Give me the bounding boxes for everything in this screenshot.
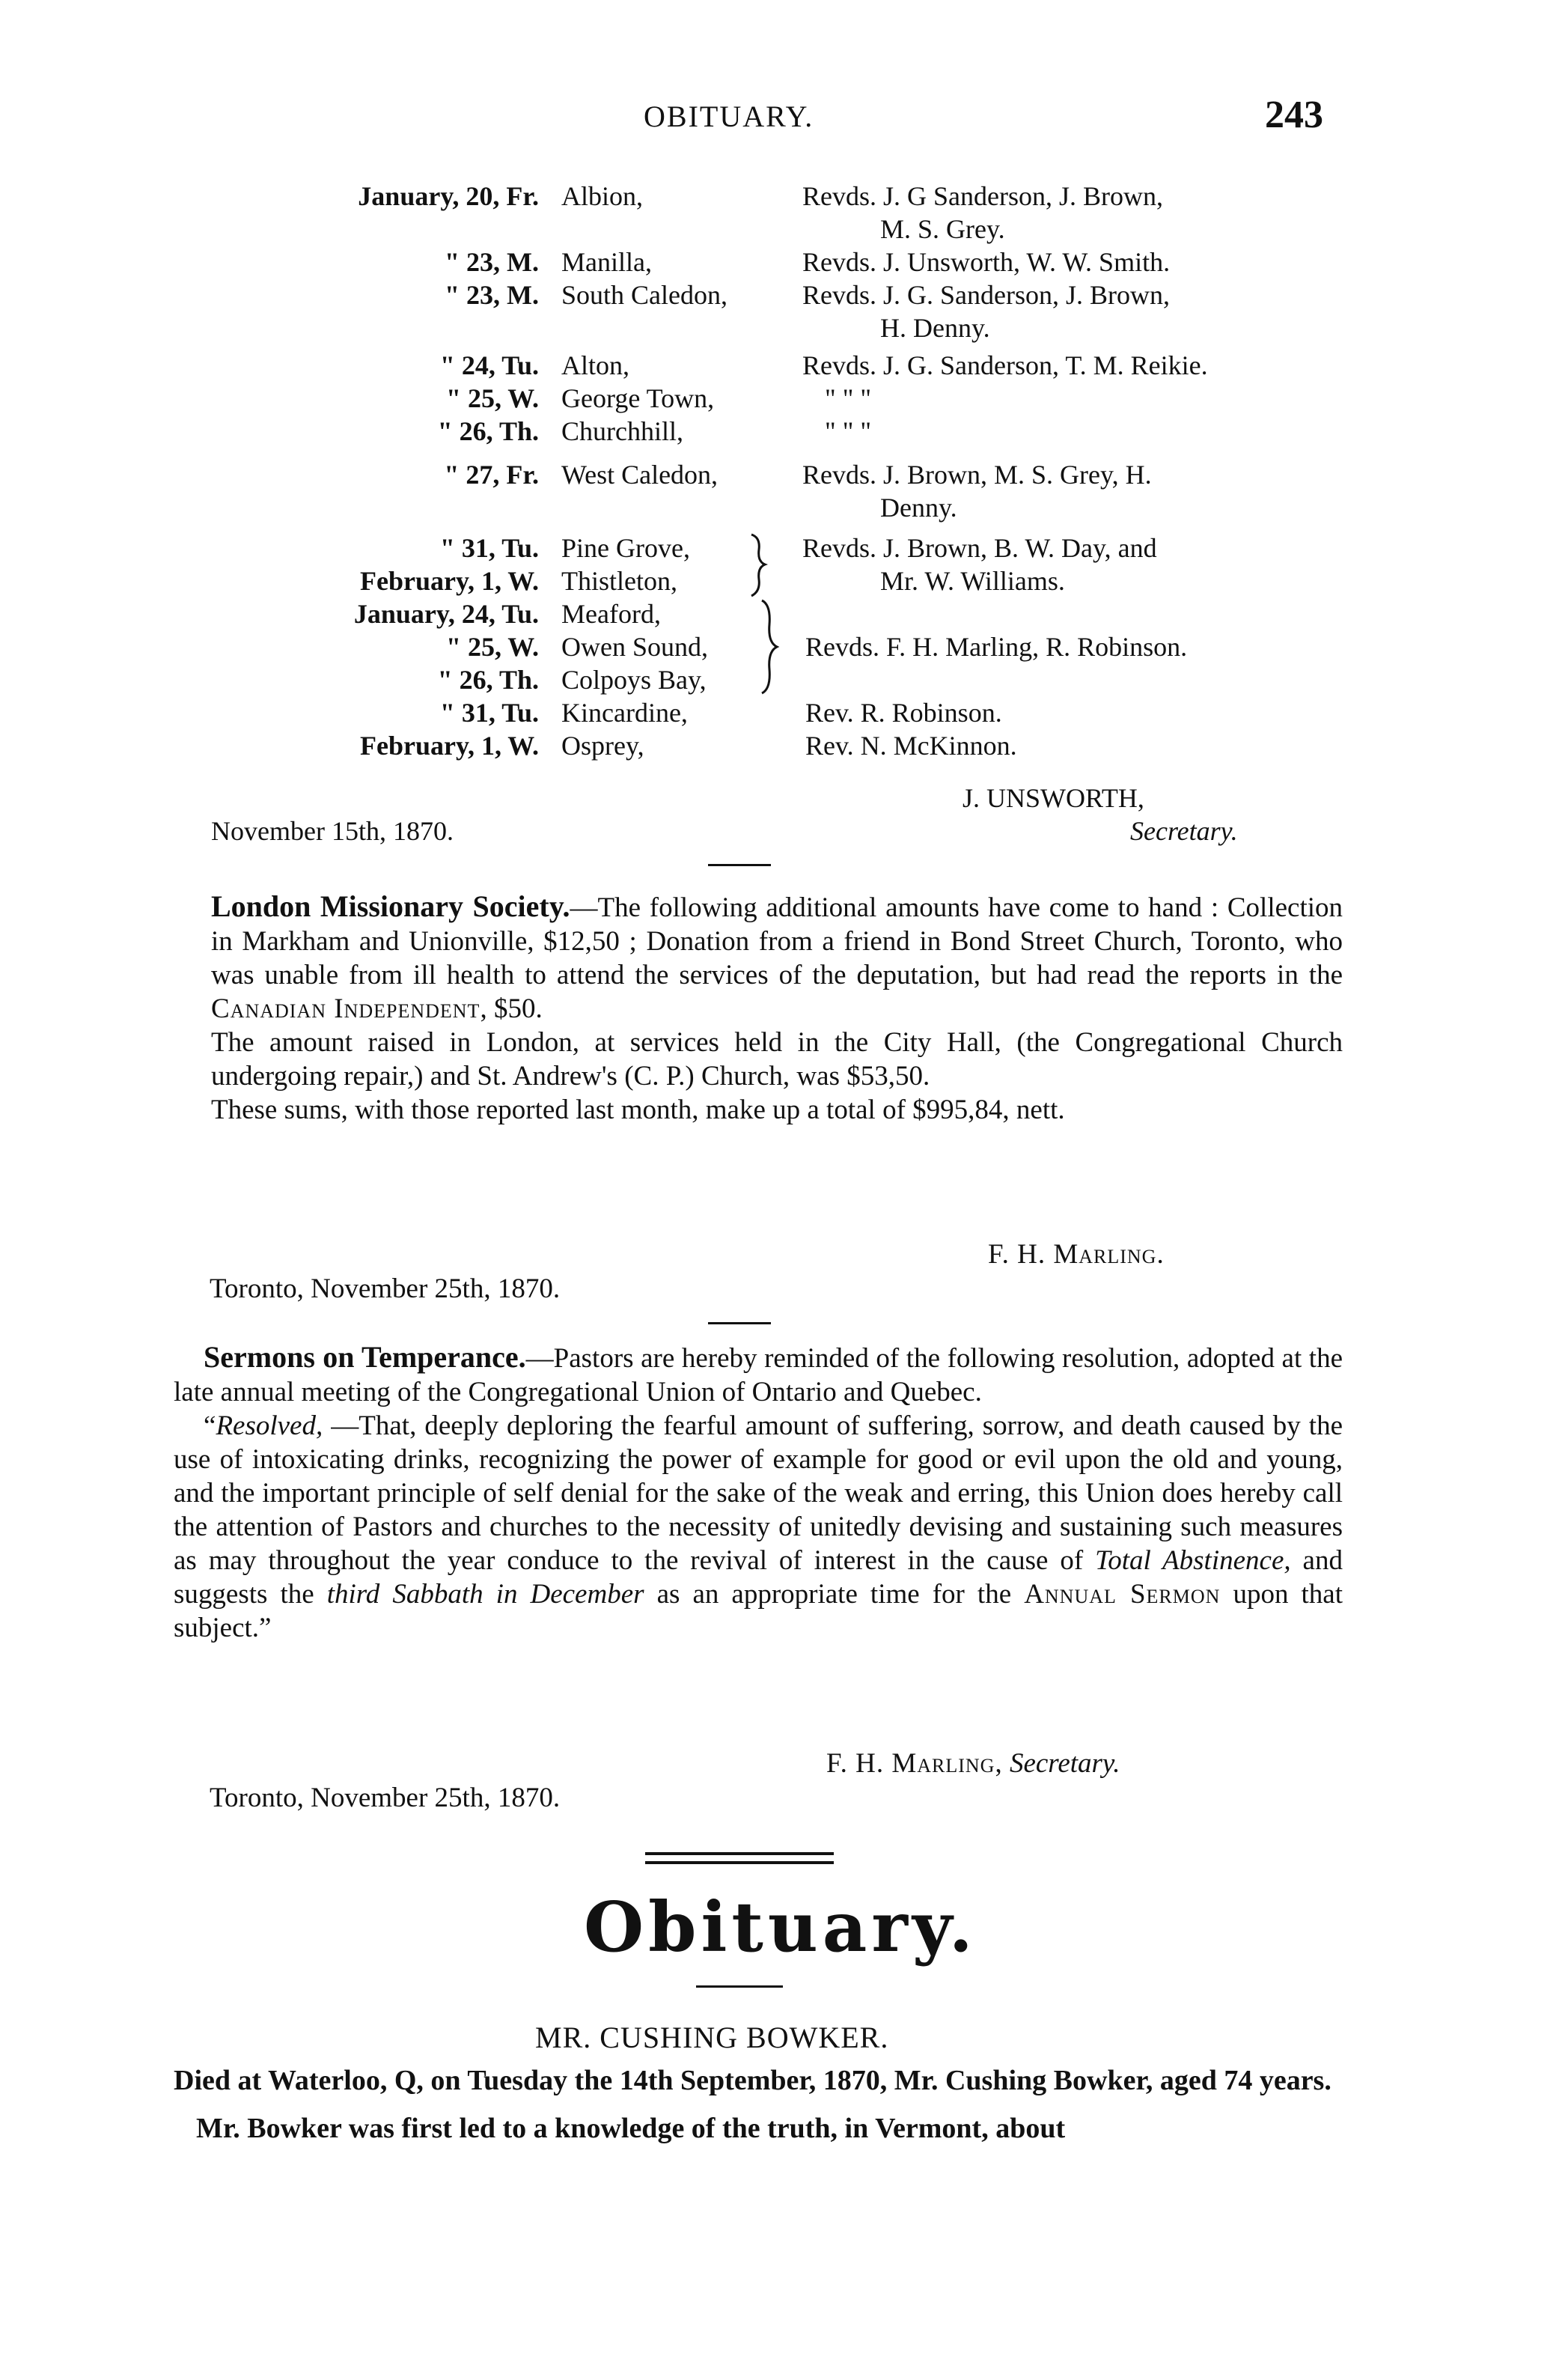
obituary-title-rule bbox=[696, 1985, 783, 1988]
resolution-quote bbox=[174, 1409, 1343, 1645]
temperance-paragraph-1: —Pastors are hereby reminded of the following resolution, adopted at the late annual meeting of the Congregational Union of Ontario and Quebec. bbox=[174, 1343, 1343, 1407]
temperance-date: Toronto, November 25th, 1870. bbox=[210, 1783, 561, 1813]
schedule-ministers: Mr. W. Williams. bbox=[880, 566, 1065, 596]
schedule-date: " 23, M. bbox=[445, 280, 539, 310]
schedule-ministers-cont: H. Denny. bbox=[880, 313, 990, 343]
schedule-place: Kincardine, bbox=[561, 698, 688, 728]
brace-owen-sound bbox=[759, 597, 781, 696]
temperance-heading: Sermons on Temperance. bbox=[204, 1340, 526, 1374]
temperance-signature bbox=[826, 1747, 1120, 1780]
section-divider bbox=[708, 1322, 771, 1324]
schedule-date-footer: November 15th, 1870. bbox=[211, 816, 454, 846]
resolution-text-a: —That, deeply deploring the fearful amount of suffering, sorrow, and death caused by the use of intoxicating drinks, recognizing the power of example for good or evil upon the old and young, and the important principle of self denial for the sake of the weak and erring, this Union does hereby call the attention of Pastors and churches to the necessity of unitedly devising and sustaining such measures as may throughout the year conduce to the revival of interest in the cause of bbox=[174, 1410, 1343, 1576]
schedule-ministers: " " " bbox=[825, 383, 872, 413]
lms-paragraph-3: These sums, with those reported last month, make up a total of $995,84, nett. bbox=[211, 1095, 1065, 1125]
schedule-date: " 24, Tu. bbox=[439, 350, 539, 380]
obituary-paragraph-1: Died at Waterloo, Q, on Tuesday the 14th September, 1870, Mr. Cushing Bowker, aged 74 years. bbox=[174, 2065, 1331, 2096]
schedule-place: Owen Sound, bbox=[561, 632, 708, 662]
obituary-body bbox=[174, 2063, 1343, 2146]
temperance-signature-role: Secretary. bbox=[1009, 1748, 1120, 1779]
page-number: 243 bbox=[1265, 94, 1323, 136]
lms-paragraph-1-end: , $50. bbox=[480, 993, 543, 1024]
resolution-text-b: and suggests the bbox=[174, 1545, 1343, 1610]
schedule-ministers: Revds. F. H. Marling, R. Robinson. bbox=[805, 632, 1188, 662]
schedule-place: Pine Grove, bbox=[561, 533, 690, 563]
schedule-ministers: Revds. J. G. Sanderson, T. M. Reikie. bbox=[802, 350, 1208, 380]
schedule-place: Meaford, bbox=[561, 599, 661, 629]
schedule-date: " 25, W. bbox=[445, 632, 539, 662]
schedule-date: " 26, Th. bbox=[437, 416, 539, 446]
secretary-name: J. UNSWORTH, bbox=[963, 783, 1144, 813]
schedule-place: George Town, bbox=[561, 383, 715, 413]
schedule-ministers: Rev. R. Robinson. bbox=[805, 698, 1002, 728]
schedule-ministers: Rev. N. McKinnon. bbox=[805, 731, 1017, 761]
deceased-name: MR. CUSHING BOWKER. bbox=[535, 2021, 889, 2054]
schedule-date: " 26, Th. bbox=[437, 665, 539, 695]
secretary-role: Secretary. bbox=[1130, 816, 1238, 846]
lms-signature: F. H. Marling. bbox=[988, 1239, 1165, 1270]
schedule-place: Osprey, bbox=[561, 731, 644, 761]
resolution-text-d: upon that subject.” bbox=[174, 1579, 1343, 1643]
obituary-title: Obituary. bbox=[584, 1887, 977, 1967]
schedule-date: " 31, Tu. bbox=[439, 533, 539, 563]
schedule-ministers-cont: M. S. Grey. bbox=[880, 214, 1005, 244]
schedule-date: February, 1, W. bbox=[359, 731, 539, 761]
lms-notice bbox=[211, 889, 1343, 1127]
schedule-place: Churchhill, bbox=[561, 416, 683, 446]
schedule-place: Thistleton, bbox=[561, 566, 677, 596]
temperance-signature-name: F. H. Marling, bbox=[826, 1748, 1003, 1779]
double-rule-top bbox=[645, 1852, 834, 1855]
schedule-date: " 27, Fr. bbox=[444, 460, 539, 490]
schedule-date: " 25, W. bbox=[445, 383, 539, 413]
running-header-title: OBITUARY. bbox=[644, 100, 814, 133]
brace-pine-grove bbox=[748, 532, 771, 599]
schedule-ministers: Revds. J. Brown, B. W. Day, and bbox=[802, 533, 1157, 563]
lms-date: Toronto, November 25th, 1870. bbox=[210, 1273, 561, 1304]
schedule-place: Manilla, bbox=[561, 247, 652, 277]
obituary-paragraph-2: Mr. Bowker was first led to a knowledge of the truth, in Vermont, about bbox=[196, 2113, 1066, 2144]
total-abstinence: Total Abstinence, bbox=[1095, 1545, 1291, 1576]
schedule-place: Colpoys Bay, bbox=[561, 665, 707, 695]
resolution-text-c: as an appropriate time for the bbox=[644, 1579, 1025, 1610]
schedule-place: Alton, bbox=[561, 350, 630, 380]
schedule-date: February, 1, W. bbox=[359, 566, 539, 596]
temperance-notice bbox=[174, 1340, 1343, 1645]
third-sabbath: third Sabbath in December bbox=[326, 1579, 644, 1610]
quote-open: “ bbox=[204, 1410, 216, 1441]
lms-paragraph-2: The amount raised in London, at services held in the City Hall, (the Congregational Church undergoing repair,) and St. Andrew's (C. P.) Church, was $53,50. bbox=[211, 1027, 1343, 1092]
lms-paragraph-1: —The following additional amounts have come to hand : Collection in Markham and Unionville, $12,50 ; Donation from a friend in Bond Street Church, Toronto, who was unable from ill health to attend the services of the deputation, but had read the reports in the bbox=[211, 892, 1343, 990]
schedule-ministers: Revds. J. G. Sanderson, J. Brown, bbox=[802, 280, 1170, 310]
schedule-place: Albion, bbox=[561, 181, 644, 211]
schedule-ministers: Revds. J. G Sanderson, J. Brown, bbox=[802, 181, 1163, 211]
section-divider bbox=[708, 864, 771, 866]
lms-publication: Canadian Independent bbox=[211, 993, 481, 1024]
schedule-place: South Caledon, bbox=[561, 280, 727, 310]
schedule-date: " 23, M. bbox=[445, 247, 539, 277]
schedule-place: West Caledon, bbox=[561, 460, 719, 490]
schedule-date: " 31, Tu. bbox=[439, 698, 539, 728]
double-rule-bottom bbox=[645, 1861, 834, 1864]
resolved-word: Resolved, bbox=[216, 1410, 323, 1441]
schedule-date: January, 24, Tu. bbox=[353, 599, 539, 629]
schedule-date: January, 20, Fr. bbox=[358, 181, 539, 211]
schedule-ministers-cont: Denny. bbox=[880, 493, 957, 523]
schedule-ministers: Revds. J. Unsworth, W. W. Smith. bbox=[802, 247, 1171, 277]
schedule-ministers: " " " bbox=[825, 416, 872, 446]
lms-heading: London Missionary Society. bbox=[211, 889, 570, 923]
annual-sermon: Annual Sermon bbox=[1024, 1579, 1221, 1610]
schedule-ministers: Revds. J. Brown, M. S. Grey, H. bbox=[802, 460, 1152, 490]
